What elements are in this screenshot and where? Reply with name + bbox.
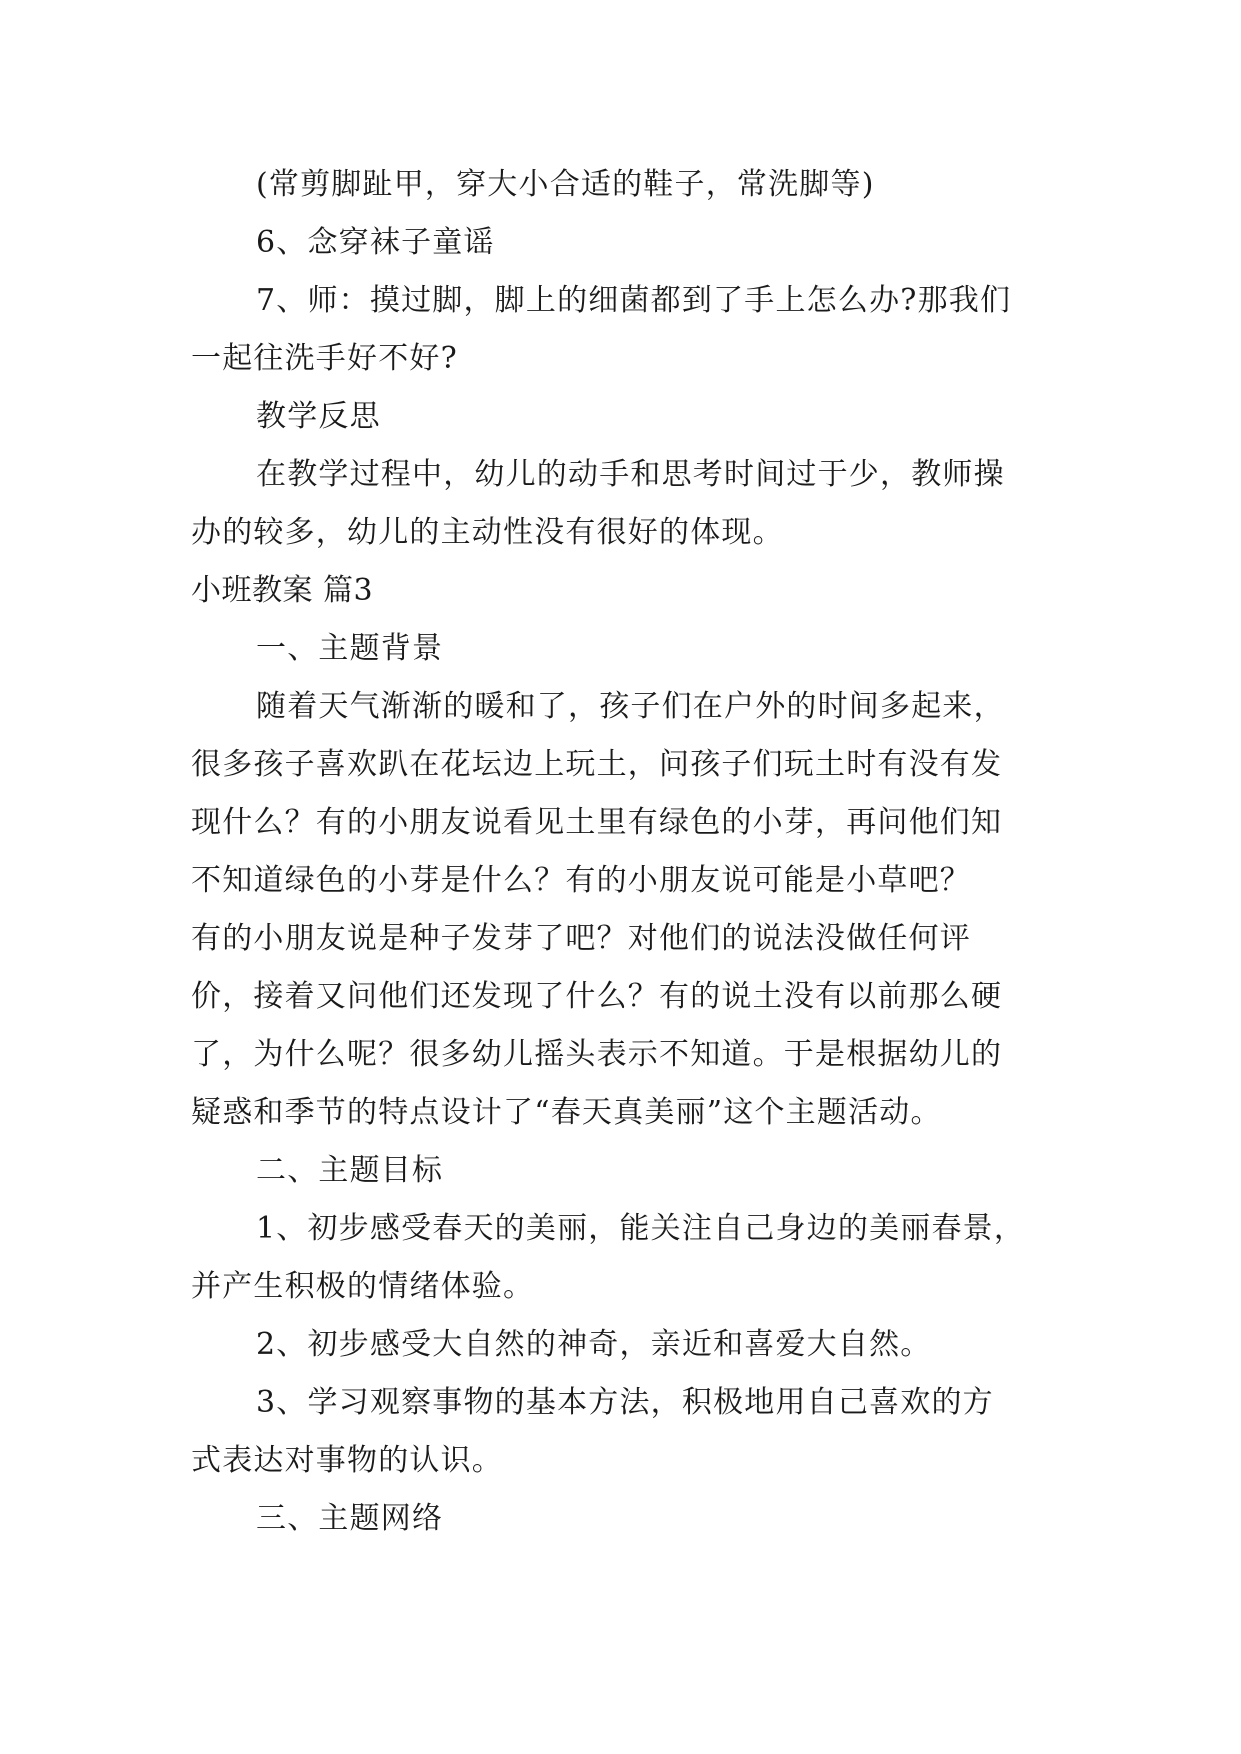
paragraph-line: 很多孩子喜欢趴在花坛边上玩土，问孩子们玩土时有没有发	[191, 747, 1003, 782]
paragraph-line: 式表达对事物的认识。	[191, 1443, 503, 1478]
paragraph-line: 随着天气渐渐的暖和了，孩子们在户外的时间多起来，	[256, 689, 1005, 724]
paragraph-line: 在教学过程中，幼儿的动手和思考时间过于少，教师操	[256, 457, 1005, 492]
paragraph-line: 了，为什么呢？很多幼儿摇头表示不知道。于是根据幼儿的	[191, 1037, 1003, 1072]
paragraph-line: 1、初步感受春天的美丽，能关注自己身边的美丽春景，	[256, 1211, 1026, 1246]
paragraph-line: 2、初步感受大自然的神奇，亲近和喜爱大自然。	[256, 1327, 932, 1362]
paragraph-line: 并产生积极的情绪体验。	[191, 1269, 535, 1304]
section-title: 教学反思	[256, 399, 381, 434]
paragraph-line: 有的小朋友说是种子发芽了吧？对他们的说法没做任何评	[191, 921, 971, 956]
paragraph-line: 现什么？有的小朋友说看见土里有绿色的小芽，再问他们知	[191, 805, 1003, 840]
paragraph-line: 疑惑和季节的特点设计了“春天真美丽”这个主题活动。	[191, 1095, 942, 1130]
chapter-heading: 小班教案 篇3	[191, 573, 374, 608]
paragraph-line: (常剪脚趾甲，穿大小合适的鞋子，常洗脚等)	[256, 167, 875, 202]
paragraph-line: 价，接着又问他们还发现了什么？有的说土没有以前那么硬	[191, 979, 1003, 1014]
paragraph-line: 一起往洗手好不好?	[191, 341, 458, 376]
paragraph-line: 不知道绿色的小芽是什么？有的小朋友说可能是小草吧？	[191, 863, 971, 898]
paragraph-line: 7、师：摸过脚，脚上的细菌都到了手上怎么办?那我们	[256, 283, 1012, 318]
paragraph-line: 3、学习观察事物的基本方法，积极地用自己喜欢的方	[256, 1385, 994, 1420]
paragraph-line: 办的较多，幼儿的主动性没有很好的体现。	[191, 515, 784, 550]
section-title: 一、主题背景	[256, 631, 444, 666]
section-title: 二、主题目标	[256, 1153, 444, 1188]
paragraph-line: 6、念穿袜子童谣	[256, 225, 495, 260]
section-title: 三、主题网络	[256, 1501, 444, 1536]
